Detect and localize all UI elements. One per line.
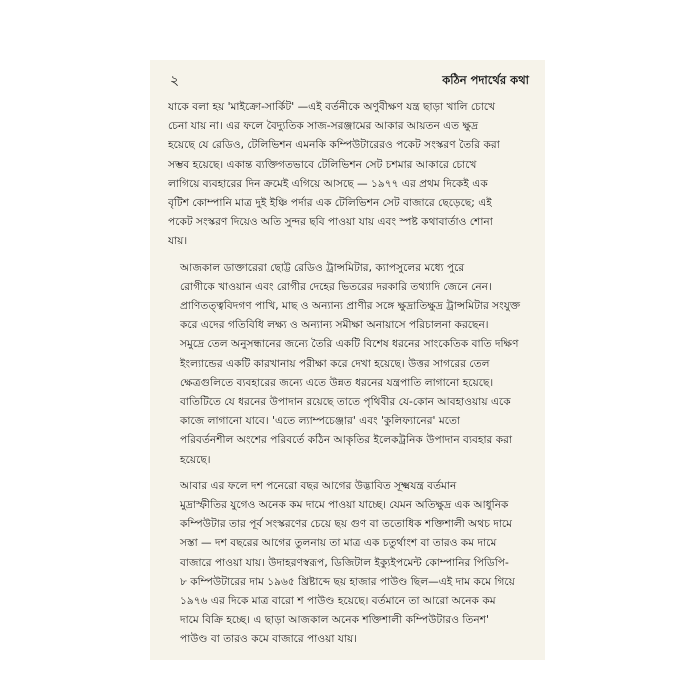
text-line: হয়েছে যে রেডিও, টেলিভিশন এমনকি কম্পিউটারেরও পকেট সংস্করণ তৈরি করা bbox=[168, 139, 500, 152]
paragraph-1 bbox=[168, 98, 531, 252]
paragraph-2 bbox=[168, 259, 531, 470]
text-line: সস্তা — দশ বছরের আগের তুলনায় তা মাত্র এক চতুর্থাংশ বা তারও কম দামে bbox=[180, 537, 497, 550]
text-line: লাগিয়ে ব্যবহারের দিন ক্রমেই এগিয়ে আসছে — ১৯৭৭ এর প্রথম দিকেই এক bbox=[168, 177, 488, 190]
text-line: দামে বিক্রি হচ্ছে। এ ছাড়া আজকাল অনেক শক্তিশালী কম্পিউটারও তিনশ' bbox=[180, 614, 489, 627]
text-line: ইংল্যান্ডের একটি কারখানায় পরীক্ষা করে দেখা হয়েছে। উত্তর সাগরের তেল bbox=[180, 357, 490, 370]
text-line: করে এদের গতিবিধি লক্ষ্য ও অন্যান্য সমীক্ষা অনায়াসে পরিচালনা করছেন। bbox=[180, 319, 489, 332]
page-number: ২ bbox=[170, 73, 180, 89]
text-line: আজকাল ডাক্তারেরা ছোট্ট রেডিও ট্রান্সমিটার, ক্যাপসুলের মধ্যে পুরে bbox=[180, 261, 465, 274]
text-line: ৮ কম্পিউটারের দাম ১৯৬৫ খ্রিষ্টাব্দে ছয় হাজার পাউণ্ড ছিল—এই দাম কমে গিয়ে bbox=[180, 575, 515, 588]
page-header bbox=[170, 70, 529, 92]
text-line: চেনা যায় না। এর ফলে বৈদ্যুতিক সাজ-সরঞ্জামের আকার আয়তন এত ক্ষুদ্র bbox=[168, 120, 479, 133]
body-text bbox=[168, 98, 531, 657]
text-line: কাজে লাগানো যাবে। 'এতে ল্যাম্পচেঞ্জার' এবং 'কুলিফ্যানের' মতো bbox=[180, 415, 460, 428]
text-line: হয়েছে। bbox=[180, 453, 211, 466]
text-line: পরিবর্তনশীল অংশের পরিবর্তে কঠিন আকৃতির ইলেকট্রনিক উপাদান ব্যবহার করা bbox=[180, 434, 513, 447]
book-page bbox=[150, 60, 545, 660]
text-line: প্রাণিতত্ত্ববিদগণ পাখি, মাছ ও অন্যান্য প্রাণীর সঙ্গে ক্ষুদ্রাতিক্ষুদ্র ট্রান্সমিটার সংযুক্ত bbox=[180, 300, 521, 313]
text-line: বাজারে পাওয়া যায়। উদাহরণস্বরূপ, ডিজিটাল ইক্যুইপমেন্ট কোম্পানির পিডিপি- bbox=[180, 556, 509, 569]
running-title: কঠিন পদার্থের কথা bbox=[442, 72, 529, 87]
text-line: মুদ্রাস্ফীতির যুগেও অনেক কম দামে পাওয়া যাচ্ছে। যেমন অতিক্ষুদ্র এক আধুনিক bbox=[180, 499, 509, 512]
text-line: ক্ষেত্রগুলিতে ব্যবহারের জন্যে এতে উন্নত ধরনের যন্ত্রপাতি লাগানো হয়েছে। bbox=[180, 376, 494, 389]
text-line: ১৯৭৬ এর দিকে মাত্র বারো শ পাউণ্ড হয়েছে। বর্তমানে তা আরো অনেক কম bbox=[180, 595, 496, 608]
text-line: পকেট সংস্করণ দিয়েও অতি সুন্দর ছবি পাওয়া যায় এবং স্পষ্ট কথাবার্তাও শোনা bbox=[168, 216, 493, 229]
text-line: বৃটিশ কোম্পানি মাত্র দুই ইঞ্চি পর্দার এক টেলিভিশন সেট বাজারে ছেড়েছে; এই bbox=[168, 197, 492, 210]
text-line: যায়। bbox=[168, 235, 188, 248]
paragraph-3 bbox=[168, 477, 531, 650]
text-line: সমুদ্রে তেল অনুসন্ধানের জন্যে তৈরি একটি বিশেষ ধরনের সাংকেতিক বাতি দক্ষিণ bbox=[180, 338, 519, 351]
text-line: আবার এর ফলে দশ পনেরো বছর আগের উদ্ভাবিত সূক্ষ্মযন্ত্র বর্তমান bbox=[180, 479, 457, 492]
text-line: রোগীকে খাওয়ান এবং রোগীর দেহের ভিতরের দরকারি তথ্যাদি জেনে নেন। bbox=[180, 280, 492, 293]
text-line: পাউণ্ড বা তারও কমে বাজারে পাওয়া যায়। bbox=[180, 633, 358, 646]
text-line: সম্ভব হয়েছে। একান্ত ব্যক্তিগতভাবে টেলিভিশন সেট চশমার আকারে চোখে bbox=[168, 158, 477, 171]
text-line: কম্পিউটার তার পূর্ব সংস্করণের চেয়ে ছয় গুণ বা ততোধিক শক্তিশালী অথচ দামে bbox=[180, 518, 513, 531]
text-line: বাতিটিতে যে ধরনের উপাদান রয়েছে তাতে পৃথিবীর যে-কোন আবহাওয়ায় একে bbox=[180, 396, 511, 409]
text-line: যাকে বলা হয় 'মাইক্রো-সার্কিট' —এই বর্তনীকে অণুবীক্ষণ যন্ত্র ছাড়া খালি চোখে bbox=[168, 101, 496, 113]
